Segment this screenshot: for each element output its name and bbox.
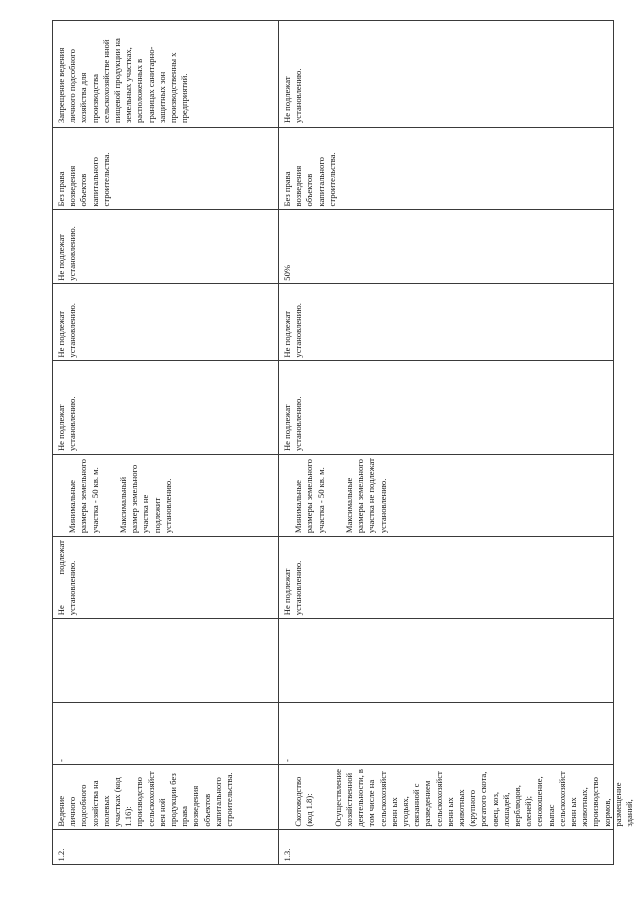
param-cell: Не подлежат установлению. bbox=[282, 303, 304, 358]
plot-size-cell bbox=[56, 458, 174, 533]
table-border-right bbox=[52, 127, 614, 128]
restrictions-column bbox=[52, 20, 614, 127]
column-divider bbox=[52, 618, 614, 619]
percent-cell: 50% bbox=[282, 264, 292, 281]
dash-cell: - bbox=[282, 759, 292, 762]
column-divider bbox=[52, 283, 614, 284]
column-divider bbox=[52, 536, 614, 537]
land-use-description: Осуществление хозяйственной деятельности, в том числе на сельскохозяйственн ых угодьях, связанной с разведением сельскохозяйственн ых животных (крупного рогатого скота, овец, коз, лошадей, верблюдов, оленей); сенокошение, выпас сельскохозяйственн ых животных, производство кормов, размещение зданий, bbox=[332, 769, 635, 827]
land-use-name: Ведение личного подсобного хозяйства на полевых участках (код 1.16): производство сельскохозяйствен ной продукции без права возведения объектов капитального строительства. bbox=[56, 771, 235, 827]
table-border-bottom bbox=[613, 127, 614, 865]
table-border-right bbox=[52, 20, 614, 21]
row-divider bbox=[278, 20, 279, 127]
row-number: 1.2. bbox=[56, 848, 66, 862]
param-cell: Не подлежат установлению. bbox=[56, 303, 78, 358]
param-cell: Не подлежат установлению. bbox=[282, 560, 304, 616]
construction-cell: Без права возведения объектов капитального строительства. bbox=[56, 152, 111, 207]
min-size-text: Минимальные размеры земельного участка - 50 кв. м. bbox=[293, 459, 326, 534]
max-size-text: Максимальный размер земельного участка не подлежит установлению. bbox=[118, 464, 173, 534]
param-cell: Не подлежат установлению. bbox=[56, 396, 78, 452]
param-cell: Не подлежат установлению. bbox=[56, 226, 78, 281]
table-border-top bbox=[52, 127, 53, 865]
column-divider bbox=[52, 864, 614, 865]
construction-cell: Без права возведения объектов капитального строительства. bbox=[282, 152, 337, 207]
column-divider bbox=[52, 209, 614, 210]
column-divider bbox=[52, 454, 614, 455]
column-divider bbox=[52, 702, 614, 703]
row-divider bbox=[278, 127, 279, 865]
plot-size-cell bbox=[282, 458, 389, 533]
table-border-bottom bbox=[613, 20, 614, 127]
column-divider bbox=[52, 829, 614, 830]
land-use-name bbox=[282, 767, 635, 826]
row-number: 1.3. bbox=[282, 848, 292, 862]
param-cell: Не подлежат установлению. bbox=[282, 396, 304, 452]
max-size-text: Максимальные размеры земельного участка не подлежат установлению. bbox=[344, 458, 388, 534]
table-border-top bbox=[52, 20, 53, 127]
param-cell: Не подлежат установлению. bbox=[56, 540, 78, 616]
land-use-title: Скотоводство (код 1.8): bbox=[293, 776, 315, 827]
min-size-text: Минимальные размеры земельного участка - 50 кв. м. bbox=[67, 459, 100, 534]
document-table bbox=[52, 127, 635, 865]
restriction-cell: Не подлежат установлению. bbox=[282, 68, 304, 123]
column-divider bbox=[52, 764, 614, 765]
restriction-cell: Запрещение ведения личного подсобного хозяйства для производства сельскохозяйстве нной пищевой продукции на земельных участках, расположенных в границах санитарно-защитных зон производственны х предприятий. bbox=[56, 38, 190, 123]
column-divider bbox=[52, 360, 614, 361]
dash-cell: - bbox=[56, 759, 66, 762]
